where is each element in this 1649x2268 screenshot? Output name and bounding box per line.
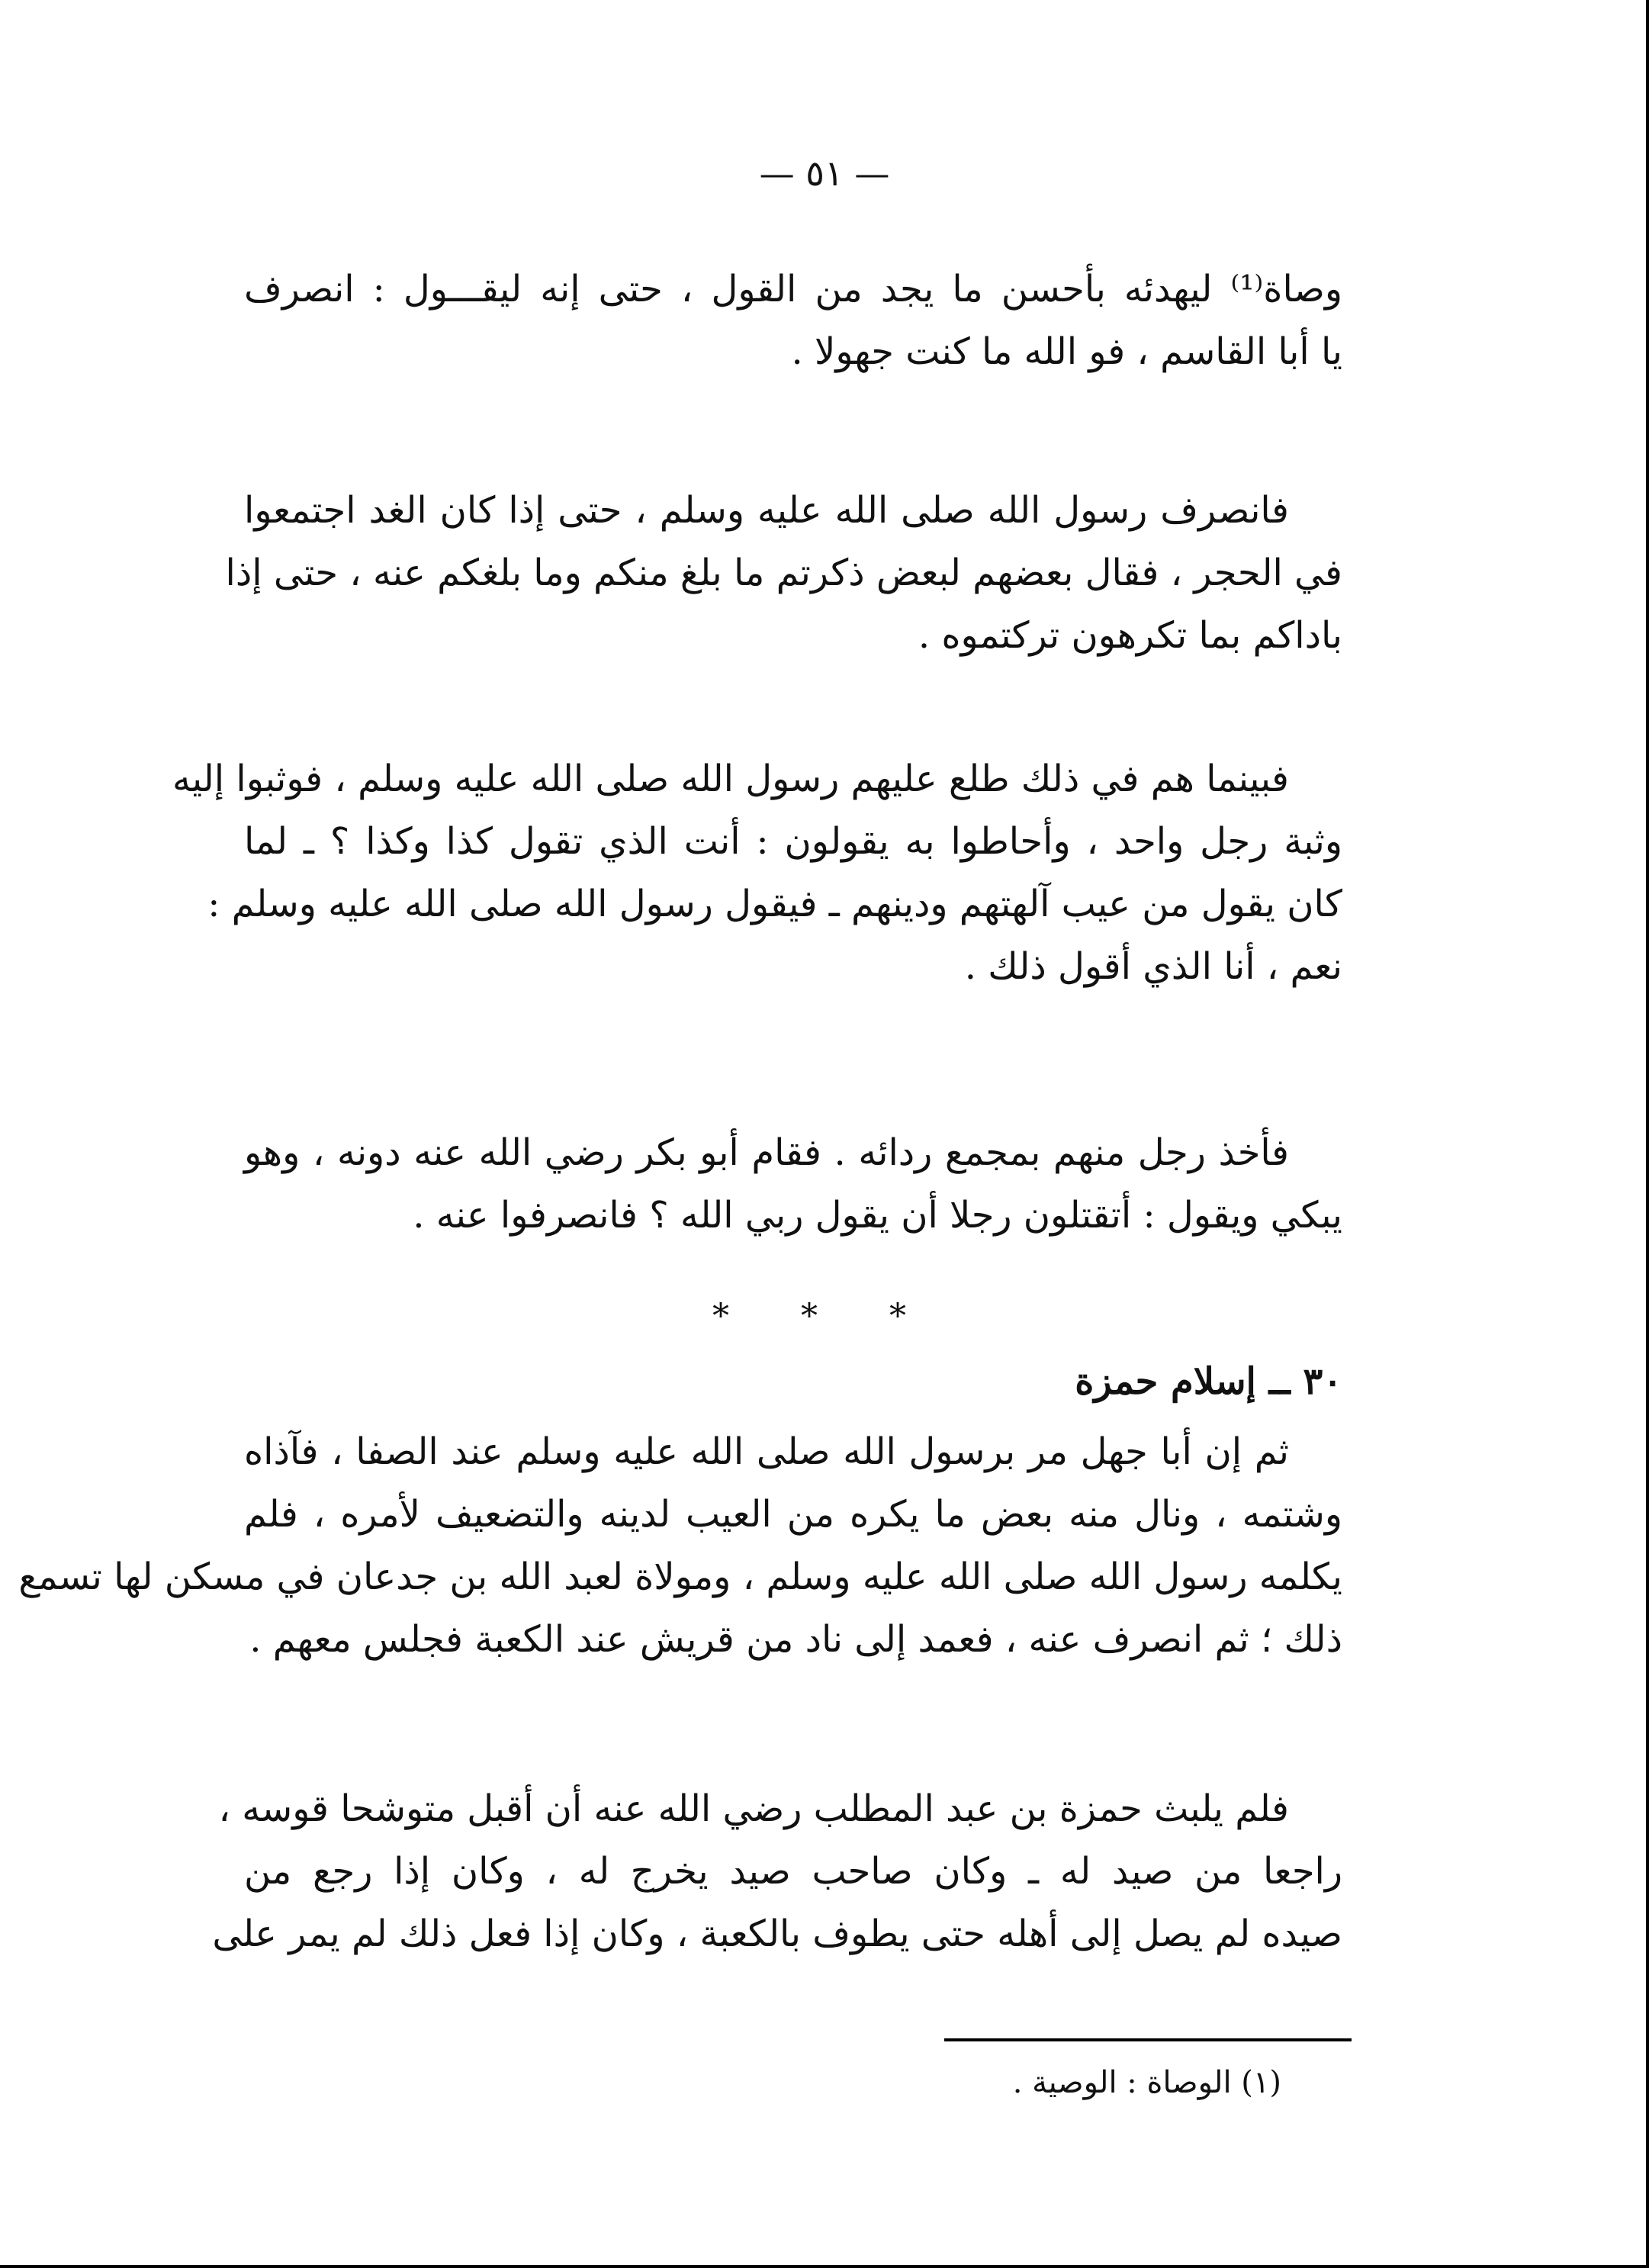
text-line: صيده لم يصل إلى أهله حتى يطوف بالكعبة ، وكان إذا فعل ذلك لم يمر على [212,1913,1342,1955]
scan-border-right [1646,0,1649,2268]
text-line: ثم إن أبا جهل مر برسول الله صلى الله عليه وسلم عند الصفا ، فآذاه [244,1430,1289,1473]
text-line: فلم يلبث حمزة بن عبد المطلب رضي الله عنه أن أقبل متوشحا قوسه ، [218,1787,1289,1830]
paragraph-3 [172,748,1343,998]
text-line: فأخذ رجل منهم بمجمع ردائه . فقام أبو بكر رضي الله عنه دونه ، وهو [244,1131,1289,1174]
paragraph-2 [225,479,1342,667]
section-paragraph-2 [212,1777,1342,1965]
section-heading: ٣٠ ــ إسلام حمزة [1075,1360,1342,1403]
page-number: — ٥١ — [759,153,890,194]
text-line: راجعا من صيد له ـ وكان صاحب صيد يخرج له ، وكان إذا رجع من [244,1850,1342,1893]
text-line: كان يقول من عيب آلهتهم ودينهم ـ فيقول رسول الله صلى الله عليه وسلم : [207,883,1342,925]
text-line: ذلك ؛ ثم انصرف عنه ، فعمد إلى ناد من قريش عند الكعبة فجلس معهم . [249,1618,1342,1661]
footnote: (١) الوصاة : الوصية . [1012,2065,1281,2100]
text-line: باداكم بما تكرهون تركتموه . [918,614,1342,657]
paragraph-4 [244,1121,1342,1247]
text-line: يكلمه رسول الله صلى الله عليه وسلم ، ومولاة لعبد الله بن جدعان في مسكن لها تسمع [18,1555,1342,1598]
text-line: فبينما هم في ذلك طلع عليهم رسول الله صلى الله عليه وسلم ، فوثبوا إليه [172,758,1289,800]
text-line: يبكي ويقول : أتقتلون رجلا أن يقول ربي الله ؟ فانصرفوا عنه . [413,1194,1342,1237]
section-paragraph-1 [18,1420,1342,1671]
text-line: وصاة⁽¹⁾ ليهدئه بأحسن ما يجد من القول ، حتى إنه ليقـــول : انصرف [244,268,1342,310]
paragraph-1 [244,258,1342,383]
text-line: في الحجر ، فقال بعضهم لبعض ذكرتم ما بلغ منكم وما بلغكم عنه ، حتى إذا [225,552,1342,594]
scan-border-bottom [0,2265,1649,2268]
text-line: نعم ، أنا الذي أقول ذلك . [964,945,1342,988]
text-line: يا أبا القاسم ، فو الله ما كنت جهولا . [791,330,1342,373]
text-line: فانصرف رسول الله صلى الله عليه وسلم ، حتى إذا كان الغد اجتمعوا [244,489,1289,532]
text-line: وثبة رجل واحد ، وأحاطوا به يقولون : أنت الذي تقول كذا وكذا ؟ ـ لما [244,820,1343,863]
text-line: وشتمه ، ونال منه بعض ما يكره من العيب لدينه والتضعيف لأمره ، فلم [244,1493,1342,1536]
section-separator: * * * [712,1297,937,1336]
footnote-divider [944,2038,1352,2041]
